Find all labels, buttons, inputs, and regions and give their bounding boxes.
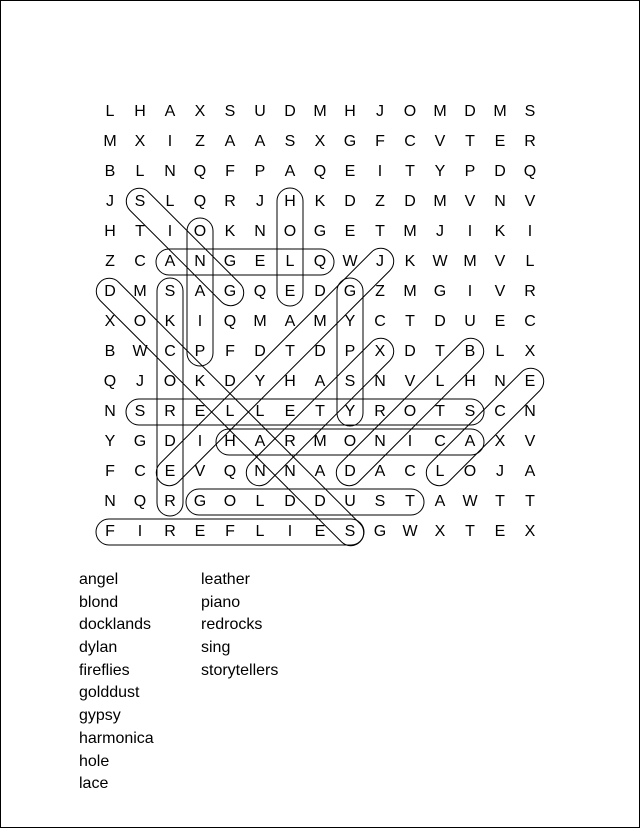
grid-cell[interactable]: I — [467, 283, 473, 300]
grid-cell[interactable]: N — [104, 493, 116, 510]
grid-cell[interactable]: J — [376, 103, 384, 120]
grid-cell[interactable]: C — [404, 463, 416, 480]
grid-cell[interactable]: Y — [104, 433, 116, 450]
grid-cell[interactable]: E — [344, 223, 356, 240]
grid-cell[interactable]: Z — [195, 133, 205, 150]
grid-cell[interactable]: F — [375, 133, 385, 150]
grid-cell[interactable]: D — [164, 433, 176, 450]
word-list-item: storytellers — [201, 661, 279, 679]
grid-cell[interactable]: F — [225, 343, 235, 360]
grid-cell[interactable]: T — [285, 343, 295, 360]
grid-cell[interactable]: D — [344, 463, 356, 480]
word-list-item: harmonica — [79, 729, 154, 747]
grid-cell[interactable]: A — [524, 463, 536, 480]
grid-cell[interactable]: G — [343, 133, 357, 150]
grid-cell[interactable]: C — [134, 463, 146, 480]
grid-cell[interactable]: C — [524, 313, 536, 330]
grid-cell[interactable]: D — [284, 493, 296, 510]
grid-cell[interactable]: I — [197, 433, 203, 450]
grid-cell[interactable]: A — [164, 103, 176, 120]
grid-cell[interactable]: R — [224, 193, 236, 210]
grid-cell[interactable]: O — [193, 223, 207, 240]
grid-cell[interactable]: R — [374, 403, 386, 420]
grid-cell[interactable]: S — [284, 133, 296, 150]
grid-cell[interactable]: K — [224, 223, 236, 240]
word-list-item: golddust — [79, 684, 140, 702]
grid-cell[interactable]: I — [287, 523, 293, 540]
grid-cell[interactable]: G — [223, 283, 237, 300]
grid-cell[interactable]: G — [223, 253, 237, 270]
word-list-item: fireflies — [79, 661, 130, 679]
grid-cell[interactable]: N — [494, 193, 506, 210]
grid-cell[interactable]: M — [403, 223, 417, 240]
grid-cell[interactable]: I — [407, 433, 413, 450]
grid-cell[interactable]: T — [405, 493, 415, 510]
grid-cell[interactable]: Q — [193, 193, 207, 210]
grid-cell[interactable]: D — [404, 193, 416, 210]
grid-cell[interactable]: I — [377, 163, 383, 180]
grid-cell[interactable]: P — [254, 163, 266, 180]
word-list-item: piano — [201, 593, 241, 611]
grid-cell[interactable]: A — [464, 433, 476, 450]
grid-cell[interactable]: C — [134, 253, 146, 270]
letter-grid — [95, 97, 545, 547]
grid-cell[interactable]: Q — [223, 313, 237, 330]
grid-cell[interactable]: G — [343, 283, 357, 300]
grid-cell[interactable]: K — [314, 193, 326, 210]
grid-cell[interactable]: E — [164, 463, 176, 480]
grid-cell[interactable]: R — [284, 433, 296, 450]
grid-cell[interactable]: T — [375, 223, 385, 240]
word-list-item: docklands — [79, 616, 152, 634]
grid-cell[interactable]: G — [133, 433, 147, 450]
grid-cell[interactable]: G — [433, 283, 447, 300]
grid-cell[interactable]: B — [104, 343, 116, 360]
grid-cell[interactable]: K — [164, 313, 176, 330]
grid-cell[interactable]: Q — [193, 163, 207, 180]
grid-cell[interactable]: E — [314, 523, 326, 540]
grid-cell[interactable]: D — [344, 193, 356, 210]
grid-cell[interactable]: J — [136, 373, 144, 390]
grid-cell[interactable]: X — [104, 313, 116, 330]
grid-cell[interactable]: P — [464, 163, 476, 180]
word-list-item: leather — [201, 571, 250, 588]
grid-cell[interactable]: Q — [133, 493, 147, 510]
grid-cell[interactable]: M — [103, 133, 117, 150]
grid-cell[interactable]: I — [167, 133, 173, 150]
grid-cell[interactable]: O — [343, 433, 357, 450]
word-list-column-1 — [79, 569, 154, 796]
grid-cell[interactable]: N — [104, 403, 116, 420]
grid-cell[interactable]: U — [464, 313, 476, 330]
grid-cell[interactable]: E — [194, 523, 206, 540]
grid-cell[interactable]: L — [105, 103, 115, 120]
grid-cell[interactable]: Q — [313, 163, 327, 180]
grid-cell[interactable]: T — [465, 523, 475, 540]
grid-cell[interactable]: Y — [344, 313, 356, 330]
grid-cell[interactable]: J — [436, 223, 444, 240]
grid-cell[interactable]: T — [435, 343, 445, 360]
word-list-item: lace — [79, 775, 109, 793]
grid-cell[interactable]: V — [194, 463, 206, 480]
word-list-item: blond — [79, 593, 119, 611]
grid-cell[interactable]: H — [104, 223, 116, 240]
grid-cell[interactable]: I — [137, 523, 143, 540]
grid-cell[interactable]: L — [435, 463, 445, 480]
grid-cell[interactable]: A — [284, 313, 296, 330]
grid-cell[interactable]: D — [404, 343, 416, 360]
grid-cell[interactable]: N — [284, 463, 296, 480]
grid-cell[interactable]: I — [167, 223, 173, 240]
grid-cell[interactable]: N — [494, 373, 506, 390]
grid-cell[interactable]: W — [402, 523, 418, 540]
grid-cell[interactable]: L — [285, 253, 295, 270]
grid-cell[interactable]: N — [374, 433, 386, 450]
grid-cell[interactable]: V — [524, 193, 536, 210]
grid-cell[interactable]: J — [256, 193, 264, 210]
grid-cell[interactable]: E — [524, 373, 536, 390]
grid-cell[interactable]: C — [164, 343, 176, 360]
word-list-item: redrocks — [201, 616, 263, 634]
grid-cell[interactable]: D — [314, 283, 326, 300]
grid-cell[interactable]: M — [313, 433, 327, 450]
grid-cell[interactable]: H — [344, 103, 356, 120]
grid-cell[interactable]: X — [524, 523, 536, 540]
grid-cell[interactable]: L — [255, 493, 265, 510]
grid-cell[interactable]: K — [194, 373, 206, 390]
grid-cell[interactable]: N — [194, 253, 206, 270]
grid-cell[interactable]: O — [463, 463, 477, 480]
grid-cell[interactable]: H — [284, 193, 296, 210]
grid-cell[interactable]: I — [527, 223, 533, 240]
grid-cell[interactable]: S — [464, 403, 476, 420]
grid-cell[interactable]: O — [403, 403, 417, 420]
grid-cell[interactable]: C — [374, 313, 386, 330]
grid-cell[interactable]: J — [496, 463, 504, 480]
grid-cell[interactable]: M — [433, 193, 447, 210]
grid-cell[interactable]: H — [134, 103, 146, 120]
grid-cell[interactable]: J — [106, 193, 114, 210]
grid-cell[interactable]: L — [495, 343, 505, 360]
grid-cell[interactable]: U — [254, 103, 266, 120]
grid-cell[interactable]: T — [405, 313, 415, 330]
grid-cell[interactable]: X — [194, 103, 206, 120]
grid-cell[interactable]: H — [284, 373, 296, 390]
grid-cell[interactable]: V — [524, 433, 536, 450]
grid-cell[interactable]: A — [314, 463, 326, 480]
grid-cell[interactable]: F — [105, 523, 115, 540]
grid-cell[interactable]: D — [314, 343, 326, 360]
grid-cell[interactable]: C — [434, 433, 446, 450]
grid-cell[interactable]: D — [434, 313, 446, 330]
grid-cell[interactable]: W — [462, 493, 478, 510]
grid-cell[interactable]: Q — [313, 253, 327, 270]
grid-cell[interactable]: L — [435, 373, 445, 390]
grid-cell[interactable]: M — [403, 283, 417, 300]
grid-cell[interactable]: N — [164, 163, 176, 180]
grid-cell[interactable]: R — [164, 403, 176, 420]
grid-cell[interactable]: D — [224, 373, 236, 390]
grid-cell[interactable]: S — [134, 403, 146, 420]
grid-cell[interactable]: L — [255, 523, 265, 540]
grid-cell[interactable]: D — [104, 283, 116, 300]
grid-cell[interactable]: S — [224, 103, 236, 120]
grid-cell[interactable]: D — [254, 343, 266, 360]
grid-cell[interactable]: P — [194, 343, 206, 360]
grid-cell[interactable]: X — [314, 133, 326, 150]
grid-cell[interactable]: T — [435, 403, 445, 420]
grid-cell[interactable]: O — [163, 373, 177, 390]
grid-cell[interactable]: W — [132, 343, 148, 360]
grid-cell[interactable]: S — [374, 493, 386, 510]
grid-cell[interactable]: L — [165, 193, 175, 210]
grid-cell[interactable]: R — [524, 283, 536, 300]
grid-cell[interactable]: Q — [103, 373, 117, 390]
grid-cell[interactable]: M — [313, 313, 327, 330]
word-list-item: gypsy — [79, 707, 121, 725]
grid-cell[interactable]: X — [434, 523, 446, 540]
grid-cell[interactable]: T — [315, 403, 325, 420]
grid-cell[interactable]: K — [494, 223, 506, 240]
word-list-item: dylan — [79, 639, 118, 657]
grid-cell[interactable]: N — [254, 223, 266, 240]
grid-cell[interactable]: Q — [223, 463, 237, 480]
grid-cell[interactable]: E — [494, 133, 506, 150]
grid-cell[interactable]: V — [404, 373, 416, 390]
grid-cell[interactable]: S — [344, 523, 356, 540]
grid-cell[interactable]: E — [494, 313, 506, 330]
grid-cell[interactable]: T — [525, 493, 535, 510]
grid-cell[interactable]: Z — [375, 283, 385, 300]
grid-cell[interactable]: A — [164, 253, 176, 270]
grid-cell[interactable]: A — [224, 133, 236, 150]
grid-cell[interactable]: N — [374, 373, 386, 390]
grid-cell[interactable]: J — [376, 253, 384, 270]
grid-cell[interactable]: Q — [523, 163, 537, 180]
grid-cell[interactable]: Y — [344, 403, 356, 420]
grid-cell[interactable]: L — [525, 253, 535, 270]
grid-cell[interactable]: E — [284, 283, 296, 300]
grid-cell[interactable]: X — [134, 133, 146, 150]
grid-cell[interactable]: K — [404, 253, 416, 270]
grid-cell[interactable]: Y — [434, 163, 446, 180]
grid-cell[interactable]: N — [524, 403, 536, 420]
grid-cell[interactable]: G — [313, 223, 327, 240]
grid-cell[interactable]: R — [524, 133, 536, 150]
grid-cell[interactable]: E — [254, 253, 266, 270]
grid-cell[interactable]: E — [494, 523, 506, 540]
grid-cell[interactable]: S — [164, 283, 176, 300]
grid-cell[interactable]: W — [432, 253, 448, 270]
grid-cell[interactable]: E — [194, 403, 206, 420]
grid-cell[interactable]: F — [225, 163, 235, 180]
grid-cell[interactable]: H — [464, 373, 476, 390]
word-list-column-2 — [201, 569, 278, 682]
grid-cell[interactable]: Z — [375, 193, 385, 210]
grid-cell[interactable]: I — [197, 313, 203, 330]
grid-cell[interactable]: T — [465, 133, 475, 150]
grid-cell[interactable]: L — [225, 403, 235, 420]
grid-cell[interactable]: F — [105, 463, 115, 480]
grid-cell[interactable]: O — [403, 103, 417, 120]
grid-cell[interactable]: F — [225, 523, 235, 540]
grid-cell[interactable]: Q — [253, 283, 267, 300]
grid-cell[interactable]: T — [405, 163, 415, 180]
grid-cell[interactable]: O — [133, 313, 147, 330]
grid-cell[interactable]: A — [314, 373, 326, 390]
grid-cell[interactable]: T — [495, 493, 505, 510]
grid-cell[interactable]: M — [493, 103, 507, 120]
grid-cell[interactable]: V — [434, 133, 446, 150]
grid-cell[interactable]: E — [344, 163, 356, 180]
grid-cell[interactable]: D — [494, 163, 506, 180]
grid-cell[interactable]: I — [467, 223, 473, 240]
grid-cell[interactable]: G — [193, 493, 207, 510]
grid-cell[interactable]: D — [464, 103, 476, 120]
grid-cell[interactable]: S — [524, 103, 536, 120]
grid-cell[interactable]: V — [494, 283, 506, 300]
grid-cell[interactable]: M — [313, 103, 327, 120]
grid-cell[interactable]: M — [433, 103, 447, 120]
grid-cell[interactable]: D — [284, 103, 296, 120]
word-list-item: angel — [79, 571, 119, 588]
grid-cell[interactable]: C — [494, 403, 506, 420]
grid-cell[interactable]: Z — [105, 253, 115, 270]
grid-cell[interactable]: A — [254, 433, 266, 450]
grid-cell[interactable]: T — [135, 223, 145, 240]
grid-cell[interactable]: N — [254, 463, 266, 480]
grid-cell[interactable]: U — [344, 493, 356, 510]
grid-cell[interactable]: A — [194, 283, 206, 300]
grid-cell[interactable]: A — [254, 133, 266, 150]
grid-cell[interactable]: B — [464, 343, 476, 360]
grid-cell[interactable]: A — [434, 493, 446, 510]
grid-cell[interactable]: H — [224, 433, 236, 450]
grid-cell[interactable]: C — [404, 133, 416, 150]
grid-cell[interactable]: Y — [254, 373, 266, 390]
grid-cell[interactable]: V — [494, 253, 506, 270]
grid-cell[interactable]: M — [133, 283, 147, 300]
word-list-item: sing — [201, 639, 231, 657]
grid-cell[interactable]: R — [164, 523, 176, 540]
grid-cell[interactable]: O — [223, 493, 237, 510]
word-list-item: hole — [79, 752, 110, 770]
grid-cell[interactable]: L — [255, 403, 265, 420]
grid-cell[interactable]: X — [494, 433, 506, 450]
grid-cell[interactable]: D — [314, 493, 326, 510]
grid-cell[interactable]: E — [284, 403, 296, 420]
grid-cell[interactable]: X — [524, 343, 536, 360]
grid-cell[interactable]: B — [104, 163, 116, 180]
grid-cell[interactable]: A — [374, 463, 386, 480]
grid-cell[interactable]: G — [373, 523, 387, 540]
grid-cell[interactable]: R — [164, 493, 176, 510]
grid-cell[interactable]: V — [464, 193, 476, 210]
grid-cell[interactable]: A — [284, 163, 296, 180]
grid-cell[interactable]: W — [342, 253, 358, 270]
grid-cell[interactable]: O — [283, 223, 297, 240]
grid-cell[interactable]: X — [374, 343, 386, 360]
grid-cell[interactable]: S — [344, 373, 356, 390]
grid-cell[interactable]: S — [134, 193, 146, 210]
grid-cell[interactable]: P — [344, 343, 356, 360]
grid-cell[interactable]: M — [253, 313, 267, 330]
grid-cell[interactable]: M — [463, 253, 477, 270]
grid-cell[interactable]: L — [135, 163, 145, 180]
